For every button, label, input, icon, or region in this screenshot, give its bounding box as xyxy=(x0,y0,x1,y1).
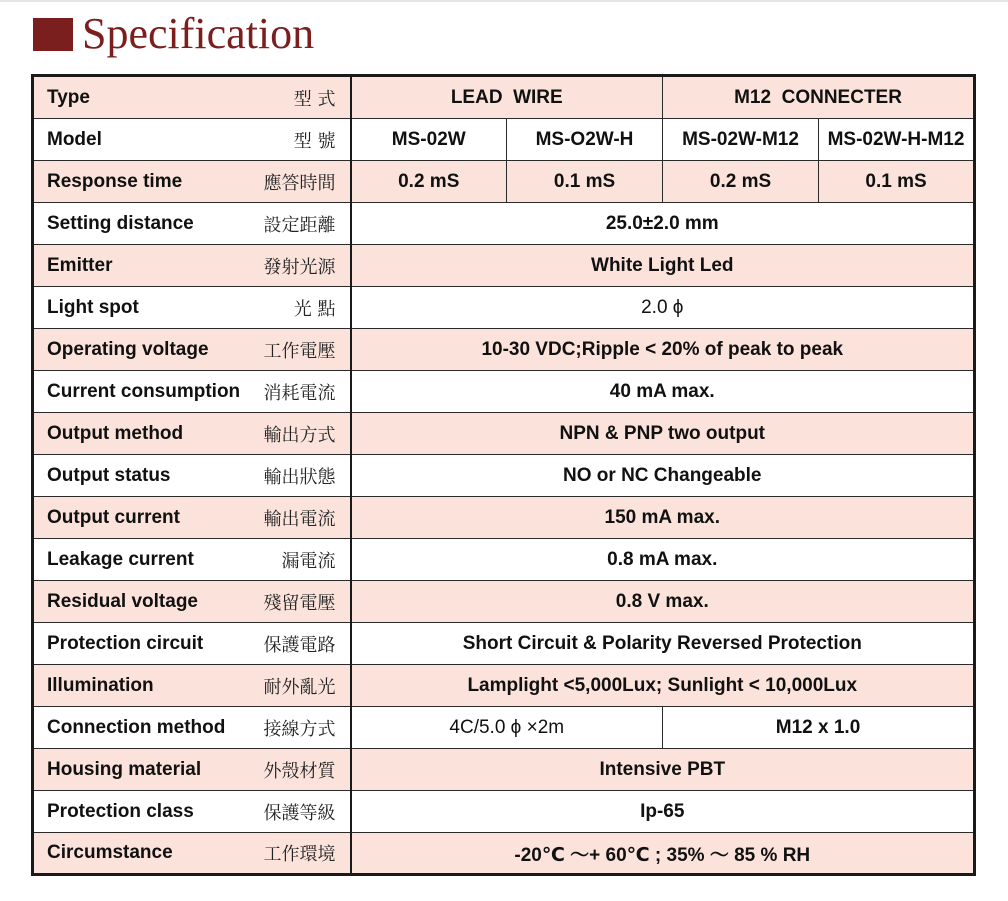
table-row-housing-material xyxy=(33,749,975,791)
value-cell: 150 mA max. xyxy=(351,497,975,539)
label-en: Circumstance xyxy=(47,842,173,863)
value-cell: 0.8 mA max. xyxy=(351,539,975,581)
specification-table xyxy=(31,74,976,876)
label-en: Leakage current xyxy=(47,548,194,570)
table-row-connection-method xyxy=(33,707,975,749)
model-cell: MS-O2W-H xyxy=(507,119,663,161)
page-title: Specification xyxy=(82,9,315,58)
label-zh: 輸出狀態 xyxy=(263,466,336,488)
table-row-residual-voltage xyxy=(33,581,975,623)
label-zh: 發射光源 xyxy=(263,256,336,278)
response-time-cell: 0.1 mS xyxy=(819,161,975,203)
label-zh: 應答時間 xyxy=(263,172,336,194)
label-zh: 保護等級 xyxy=(263,802,336,824)
label-zh: 接線方式 xyxy=(263,718,336,740)
label-en: Output status xyxy=(47,464,171,486)
label-en: Operating voltage xyxy=(47,338,209,360)
label-cell xyxy=(33,581,351,623)
table-row-circumstance xyxy=(33,833,975,875)
model-cell: MS-02W xyxy=(351,119,507,161)
lead-wire-connection-cell: 4C/5.0 ϕ ×2m xyxy=(351,707,663,749)
value-cell: White Light Led xyxy=(351,245,975,287)
label-cell xyxy=(33,707,351,749)
table-row-type xyxy=(33,76,975,119)
label-en: Protection class xyxy=(47,800,194,822)
value-cell: 2.0 ϕ xyxy=(351,287,975,329)
label-cell xyxy=(33,623,351,665)
label-zh: 外殼材質 xyxy=(263,760,336,782)
table-row-output-current xyxy=(33,497,975,539)
value-cell: 0.8 V max. xyxy=(351,581,975,623)
label-cell xyxy=(33,245,351,287)
response-time-cell: 0.2 mS xyxy=(351,161,507,203)
model-cell: MS-02W-M12 xyxy=(663,119,819,161)
label-en: Current consumption xyxy=(47,380,241,402)
label-cell xyxy=(33,119,351,161)
label-en: Housing material xyxy=(47,758,202,780)
label-zh: 漏電流 xyxy=(281,550,336,572)
label-en: Setting distance xyxy=(47,212,194,234)
label-en: Emitter xyxy=(47,254,113,276)
label-en: Connection method xyxy=(47,716,226,738)
label-zh: 型 號 xyxy=(293,130,336,152)
label-cell xyxy=(33,791,351,833)
label-cell xyxy=(33,497,351,539)
top-divider xyxy=(0,0,1008,2)
value-cell: Intensive PBT xyxy=(351,749,975,791)
response-time-cell: 0.2 mS xyxy=(663,161,819,203)
label-cell xyxy=(33,371,351,413)
label-en: Protection circuit xyxy=(47,632,204,654)
label-cell xyxy=(33,287,351,329)
table-row-output-status xyxy=(33,455,975,497)
lead-wire-header: LEAD WIRE xyxy=(351,76,663,119)
label-zh: 輸出方式 xyxy=(263,424,336,446)
label-zh: 工作環境 xyxy=(263,844,336,865)
value-cell: 25.0±2.0 mm xyxy=(351,203,975,245)
value-cell: NPN & PNP two output xyxy=(351,413,975,455)
table-row-protection-circuit xyxy=(33,623,975,665)
label-zh: 光 點 xyxy=(293,298,336,320)
label-zh: 殘留電壓 xyxy=(263,592,336,614)
value-cell: 10-30 VDC;Ripple < 20% of peak to peak xyxy=(351,329,975,371)
label-zh: 設定距離 xyxy=(263,214,336,236)
value-cell: 40 mA max. xyxy=(351,371,975,413)
label-zh: 保護電路 xyxy=(263,634,336,656)
label-en: Model xyxy=(47,128,102,150)
table-row-setting-distance xyxy=(33,203,975,245)
table-row-response-time xyxy=(33,161,975,203)
m12-connection-cell: M12 x 1.0 xyxy=(663,707,975,749)
table-row-output-method xyxy=(33,413,975,455)
label-en: Residual voltage xyxy=(47,590,198,612)
label-cell xyxy=(33,413,351,455)
label-cell xyxy=(33,665,351,707)
label-cell xyxy=(33,161,351,203)
table-row-operating-voltage xyxy=(33,329,975,371)
value-cell: -20℃ ～+ 60℃ ; 35% ～ 85 % RH xyxy=(351,833,975,875)
m12-connecter-header: M12 CONNECTER xyxy=(663,76,975,119)
value-cell: Lamplight <5,000Lux; Sunlight < 10,000Lux xyxy=(351,665,975,707)
table-row-leakage-current xyxy=(33,539,975,581)
label-cell xyxy=(33,833,351,875)
label-zh: 消耗電流 xyxy=(263,382,336,404)
heading-square-icon xyxy=(33,18,73,51)
table-row-current-consumption xyxy=(33,371,975,413)
label-cell xyxy=(33,749,351,791)
label-cell xyxy=(33,455,351,497)
table-row-illumination xyxy=(33,665,975,707)
label-cell xyxy=(33,203,351,245)
model-cell: MS-02W-H-M12 xyxy=(819,119,975,161)
label-zh: 工作電壓 xyxy=(263,340,336,362)
label-en: Response time xyxy=(47,170,183,192)
label-cell xyxy=(33,329,351,371)
label-cell xyxy=(33,76,351,119)
label-en: Output method xyxy=(47,422,184,444)
value-cell: Ip-65 xyxy=(351,791,975,833)
table-row-light-spot xyxy=(33,287,975,329)
section-heading xyxy=(33,6,314,62)
label-zh: 耐外亂光 xyxy=(263,676,336,698)
label-en: Type xyxy=(47,86,90,108)
label-zh: 型 式 xyxy=(293,88,336,110)
label-zh: 輸出電流 xyxy=(263,508,336,530)
table-row-protection-class xyxy=(33,791,975,833)
label-cell xyxy=(33,539,351,581)
value-cell: NO or NC Changeable xyxy=(351,455,975,497)
response-time-cell: 0.1 mS xyxy=(507,161,663,203)
value-cell: Short Circuit & Polarity Reversed Protection xyxy=(351,623,975,665)
label-en: Illumination xyxy=(47,674,154,696)
table-row-model xyxy=(33,119,975,161)
label-en: Light spot xyxy=(47,296,139,318)
table-row-emitter xyxy=(33,245,975,287)
label-en: Output current xyxy=(47,506,180,528)
